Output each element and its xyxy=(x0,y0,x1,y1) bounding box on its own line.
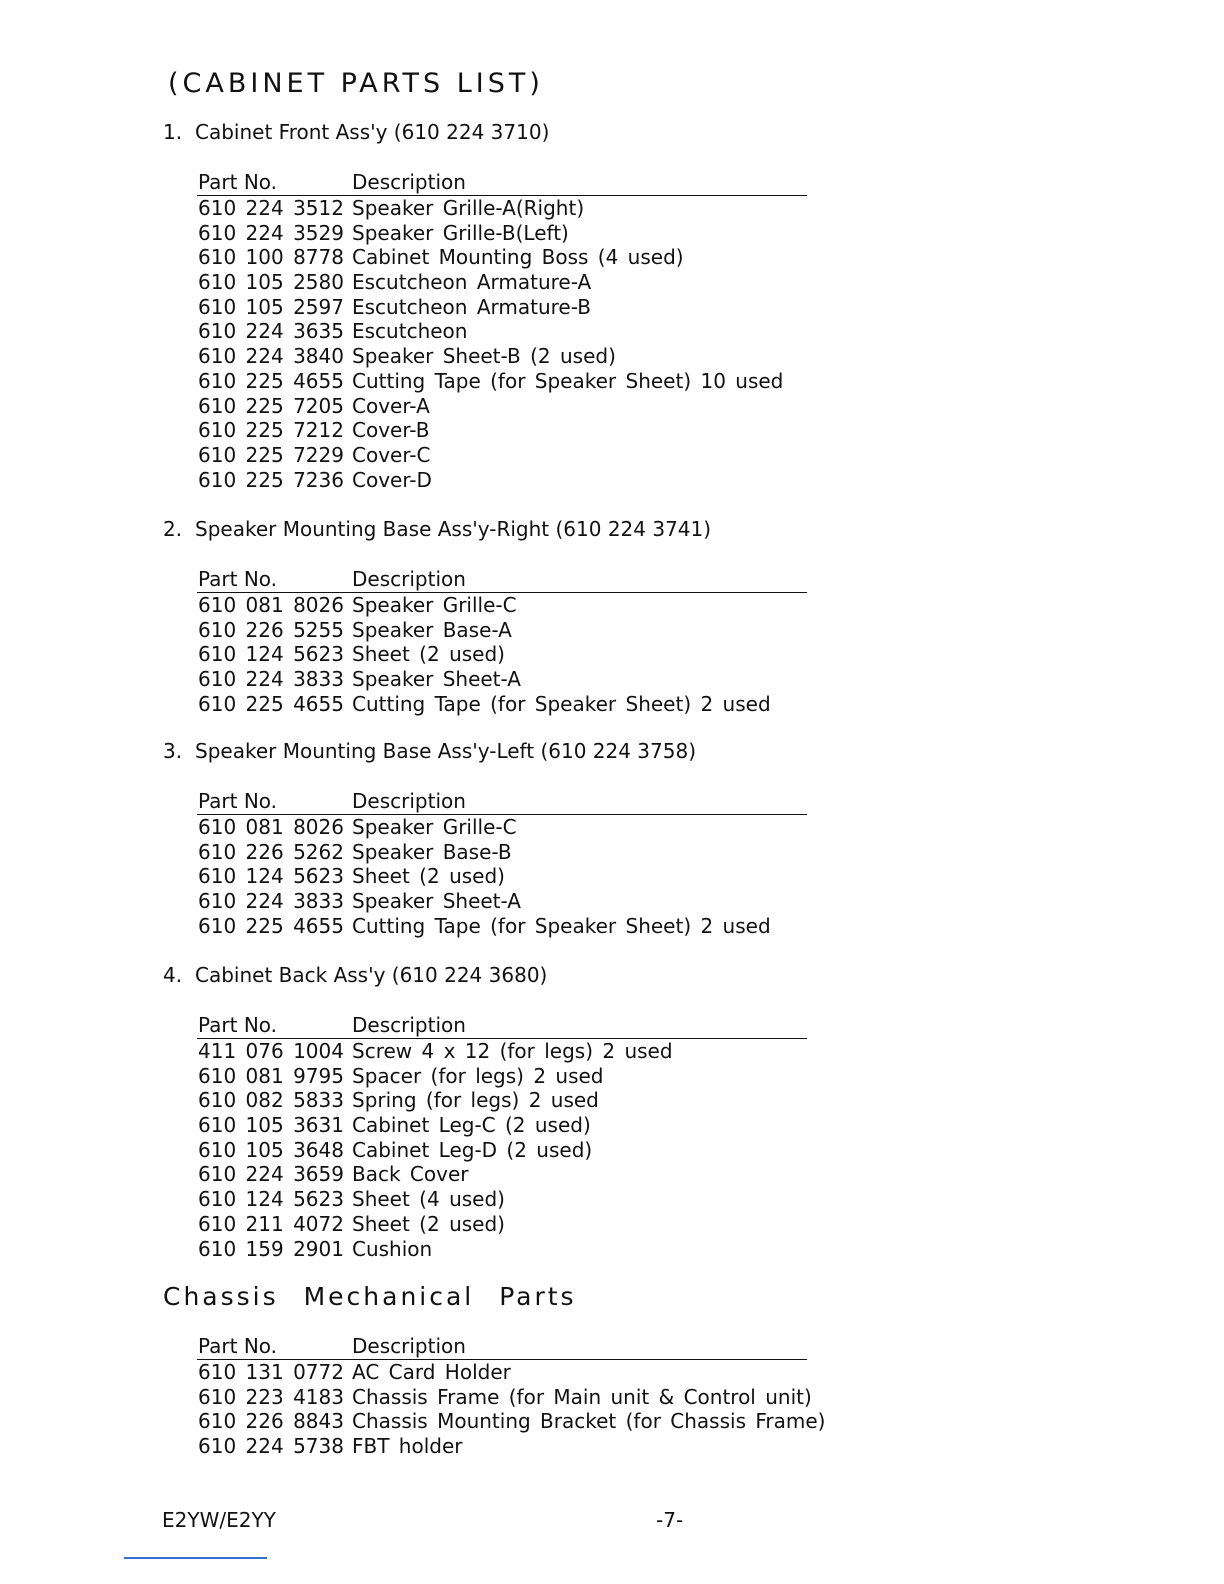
table-body xyxy=(197,593,807,716)
table-row xyxy=(197,295,807,320)
part-number: 610 105 2580 xyxy=(198,270,344,295)
part-number: 610 159 2901 xyxy=(198,1236,344,1261)
part-number: 610 224 3512 xyxy=(198,196,344,220)
description-header: Description xyxy=(352,567,466,591)
part-number: 610 224 3833 xyxy=(198,889,344,914)
part-number: 610 124 5623 xyxy=(198,1187,344,1212)
part-number: 610 211 4072 xyxy=(198,1211,344,1236)
table-row xyxy=(197,245,807,270)
part-number: 610 226 5255 xyxy=(198,617,344,642)
description-header: Description xyxy=(352,789,466,813)
table-row xyxy=(197,1237,807,1262)
part-number: 610 224 3833 xyxy=(198,667,344,692)
table-row xyxy=(197,369,807,394)
part-description: Sheet (2 used) xyxy=(352,1211,505,1236)
part-no-header: Part No. xyxy=(198,1013,278,1037)
table-row xyxy=(197,1113,807,1138)
part-no-header: Part No. xyxy=(198,170,278,194)
part-number: 610 082 5833 xyxy=(198,1088,344,1113)
part-description: Cover-D xyxy=(352,467,432,492)
parts-table xyxy=(197,1334,826,1459)
table-row xyxy=(197,667,807,692)
table-header xyxy=(197,567,807,593)
table-row xyxy=(197,1187,807,1212)
part-number: 610 081 8026 xyxy=(198,815,344,839)
part-number: 610 225 7229 xyxy=(198,442,344,467)
table-row xyxy=(197,418,807,443)
description-header: Description xyxy=(352,1334,466,1358)
part-description: Speaker Grille-A(Right) xyxy=(352,196,585,220)
description-header: Description xyxy=(352,170,466,194)
section-heading xyxy=(163,963,547,987)
part-no-header: Part No. xyxy=(198,567,278,591)
part-description: Speaker Grille-C xyxy=(352,815,517,839)
parts-table xyxy=(197,567,807,716)
table-body xyxy=(197,1039,807,1261)
table-header xyxy=(197,1334,807,1360)
part-number: 610 081 9795 xyxy=(198,1063,344,1088)
table-row xyxy=(197,815,807,840)
part-number: 610 124 5623 xyxy=(198,642,344,667)
parts-table xyxy=(197,170,807,492)
part-description: Cabinet Leg-D (2 used) xyxy=(352,1137,593,1162)
table-row xyxy=(197,221,807,246)
table-row xyxy=(197,889,807,914)
part-description: Spring (for legs) 2 used xyxy=(352,1088,599,1113)
part-description: Cutting Tape (for Speaker Sheet) 10 used xyxy=(352,368,784,393)
part-number: 610 225 7212 xyxy=(198,418,344,443)
part-number: 610 225 7205 xyxy=(198,393,344,418)
part-description: Cover-A xyxy=(352,393,430,418)
part-number: 610 226 5262 xyxy=(198,839,344,864)
section-number: 1. xyxy=(163,120,183,144)
part-no-header: Part No. xyxy=(198,1334,278,1358)
table-row xyxy=(197,864,807,889)
part-description: Cabinet Leg-C (2 used) xyxy=(352,1113,591,1138)
table-row xyxy=(197,270,807,295)
bottom-rule xyxy=(124,1557,267,1559)
table-header xyxy=(197,789,807,815)
part-description: Sheet (2 used) xyxy=(352,864,505,889)
part-number: 610 081 8026 xyxy=(198,593,344,617)
section-number: 4. xyxy=(163,963,183,987)
part-description: Escutcheon Armature-A xyxy=(352,270,592,295)
table-row xyxy=(197,468,807,493)
part-description: Chassis Frame (for Main unit & Control unit) xyxy=(352,1384,812,1409)
part-number: 610 225 4655 xyxy=(198,368,344,393)
table-header xyxy=(197,1013,807,1039)
part-description: Escutcheon xyxy=(352,319,468,344)
part-description: Speaker Sheet-A xyxy=(352,889,521,914)
part-description: Speaker Sheet-B (2 used) xyxy=(352,344,616,369)
part-description: Back Cover xyxy=(352,1162,469,1187)
section-number: 2. xyxy=(163,517,183,541)
table-row xyxy=(197,1384,812,1410)
page-number: -7- xyxy=(656,1508,684,1532)
part-description: Speaker Grille-B(Left) xyxy=(352,220,569,245)
part-description: Cover-C xyxy=(352,442,431,467)
table-row xyxy=(197,618,807,643)
part-description: AC Card Holder xyxy=(352,1360,511,1384)
table-row xyxy=(197,443,807,468)
part-description: Escutcheon Armature-B xyxy=(352,294,591,319)
table-row xyxy=(197,196,807,221)
part-description: Chassis Mounting Bracket (for Chassis Frame) xyxy=(352,1409,826,1434)
part-number: 610 226 8843 xyxy=(198,1409,344,1434)
table-row xyxy=(197,1212,807,1237)
table-row xyxy=(197,1409,826,1434)
table-row xyxy=(197,1360,807,1385)
part-number: 610 100 8778 xyxy=(198,245,344,270)
part-description: Speaker Grille-C xyxy=(352,593,517,617)
table-row xyxy=(197,642,807,667)
table-row xyxy=(197,1434,807,1459)
table-row xyxy=(197,840,807,865)
part-description: Speaker Base-A xyxy=(352,617,512,642)
part-number: 610 225 4655 xyxy=(198,913,344,938)
part-description: Speaker Base-B xyxy=(352,839,512,864)
part-number: 610 105 3631 xyxy=(198,1113,344,1138)
part-number: 610 224 3529 xyxy=(198,220,344,245)
table-row xyxy=(197,394,807,419)
parts-table xyxy=(197,1013,807,1261)
chassis-heading: Chassis Mechanical Parts xyxy=(163,1282,577,1311)
part-no-header: Part No. xyxy=(198,789,278,813)
part-number: 610 225 7236 xyxy=(198,467,344,492)
section-title: Speaker Mounting Base Ass'y-Right (610 224 3741) xyxy=(195,517,712,541)
page-title: (CABINET PARTS LIST) xyxy=(168,68,544,99)
table-row xyxy=(197,1039,807,1064)
table-row xyxy=(197,1138,807,1163)
part-number: 610 105 2597 xyxy=(198,294,344,319)
part-number: 610 224 3659 xyxy=(198,1162,344,1187)
footer-model: E2YW/E2YY xyxy=(162,1508,276,1532)
part-number: 610 225 4655 xyxy=(198,691,344,716)
table-body xyxy=(197,1360,826,1459)
part-description: Cutting Tape (for Speaker Sheet) 2 used xyxy=(352,691,771,716)
part-description: Speaker Sheet-A xyxy=(352,667,521,692)
table-row xyxy=(197,319,807,344)
table-row xyxy=(197,593,807,618)
table-header xyxy=(197,170,807,196)
section-heading xyxy=(163,120,549,144)
part-description: FBT holder xyxy=(352,1434,463,1459)
table-row xyxy=(197,1088,807,1113)
part-number: 411 076 1004 xyxy=(198,1039,344,1063)
part-number: 610 223 4183 xyxy=(198,1384,344,1409)
part-description: Spacer (for legs) 2 used xyxy=(352,1063,604,1088)
table-body xyxy=(197,196,807,492)
section-heading xyxy=(163,517,711,541)
section-number: 3. xyxy=(163,739,183,763)
part-description: Screw 4 x 12 (for legs) 2 used xyxy=(352,1039,673,1063)
part-number: 610 124 5623 xyxy=(198,864,344,889)
table-row xyxy=(197,1162,807,1187)
parts-table xyxy=(197,789,807,938)
table-row xyxy=(197,344,807,369)
table-row xyxy=(197,914,807,939)
table-body xyxy=(197,815,807,938)
part-number: 610 224 5738 xyxy=(198,1434,344,1459)
part-description: Cutting Tape (for Speaker Sheet) 2 used xyxy=(352,913,771,938)
part-description: Sheet (2 used) xyxy=(352,642,505,667)
section-title: Cabinet Back Ass'y (610 224 3680) xyxy=(195,963,548,987)
description-header: Description xyxy=(352,1013,466,1037)
part-number: 610 224 3840 xyxy=(198,344,344,369)
part-description: Cover-B xyxy=(352,418,430,443)
part-description: Cabinet Mounting Boss (4 used) xyxy=(352,245,684,270)
part-description: Cushion xyxy=(352,1236,433,1261)
part-number: 610 105 3648 xyxy=(198,1137,344,1162)
table-row xyxy=(197,692,807,717)
table-row xyxy=(197,1064,807,1089)
section-title: Speaker Mounting Base Ass'y-Left (610 224 3758) xyxy=(195,739,697,763)
part-number: 610 131 0772 xyxy=(198,1360,344,1384)
part-number: 610 224 3635 xyxy=(198,319,344,344)
section-heading xyxy=(163,739,696,763)
part-description: Sheet (4 used) xyxy=(352,1187,505,1212)
section-title: Cabinet Front Ass'y (610 224 3710) xyxy=(195,120,550,144)
